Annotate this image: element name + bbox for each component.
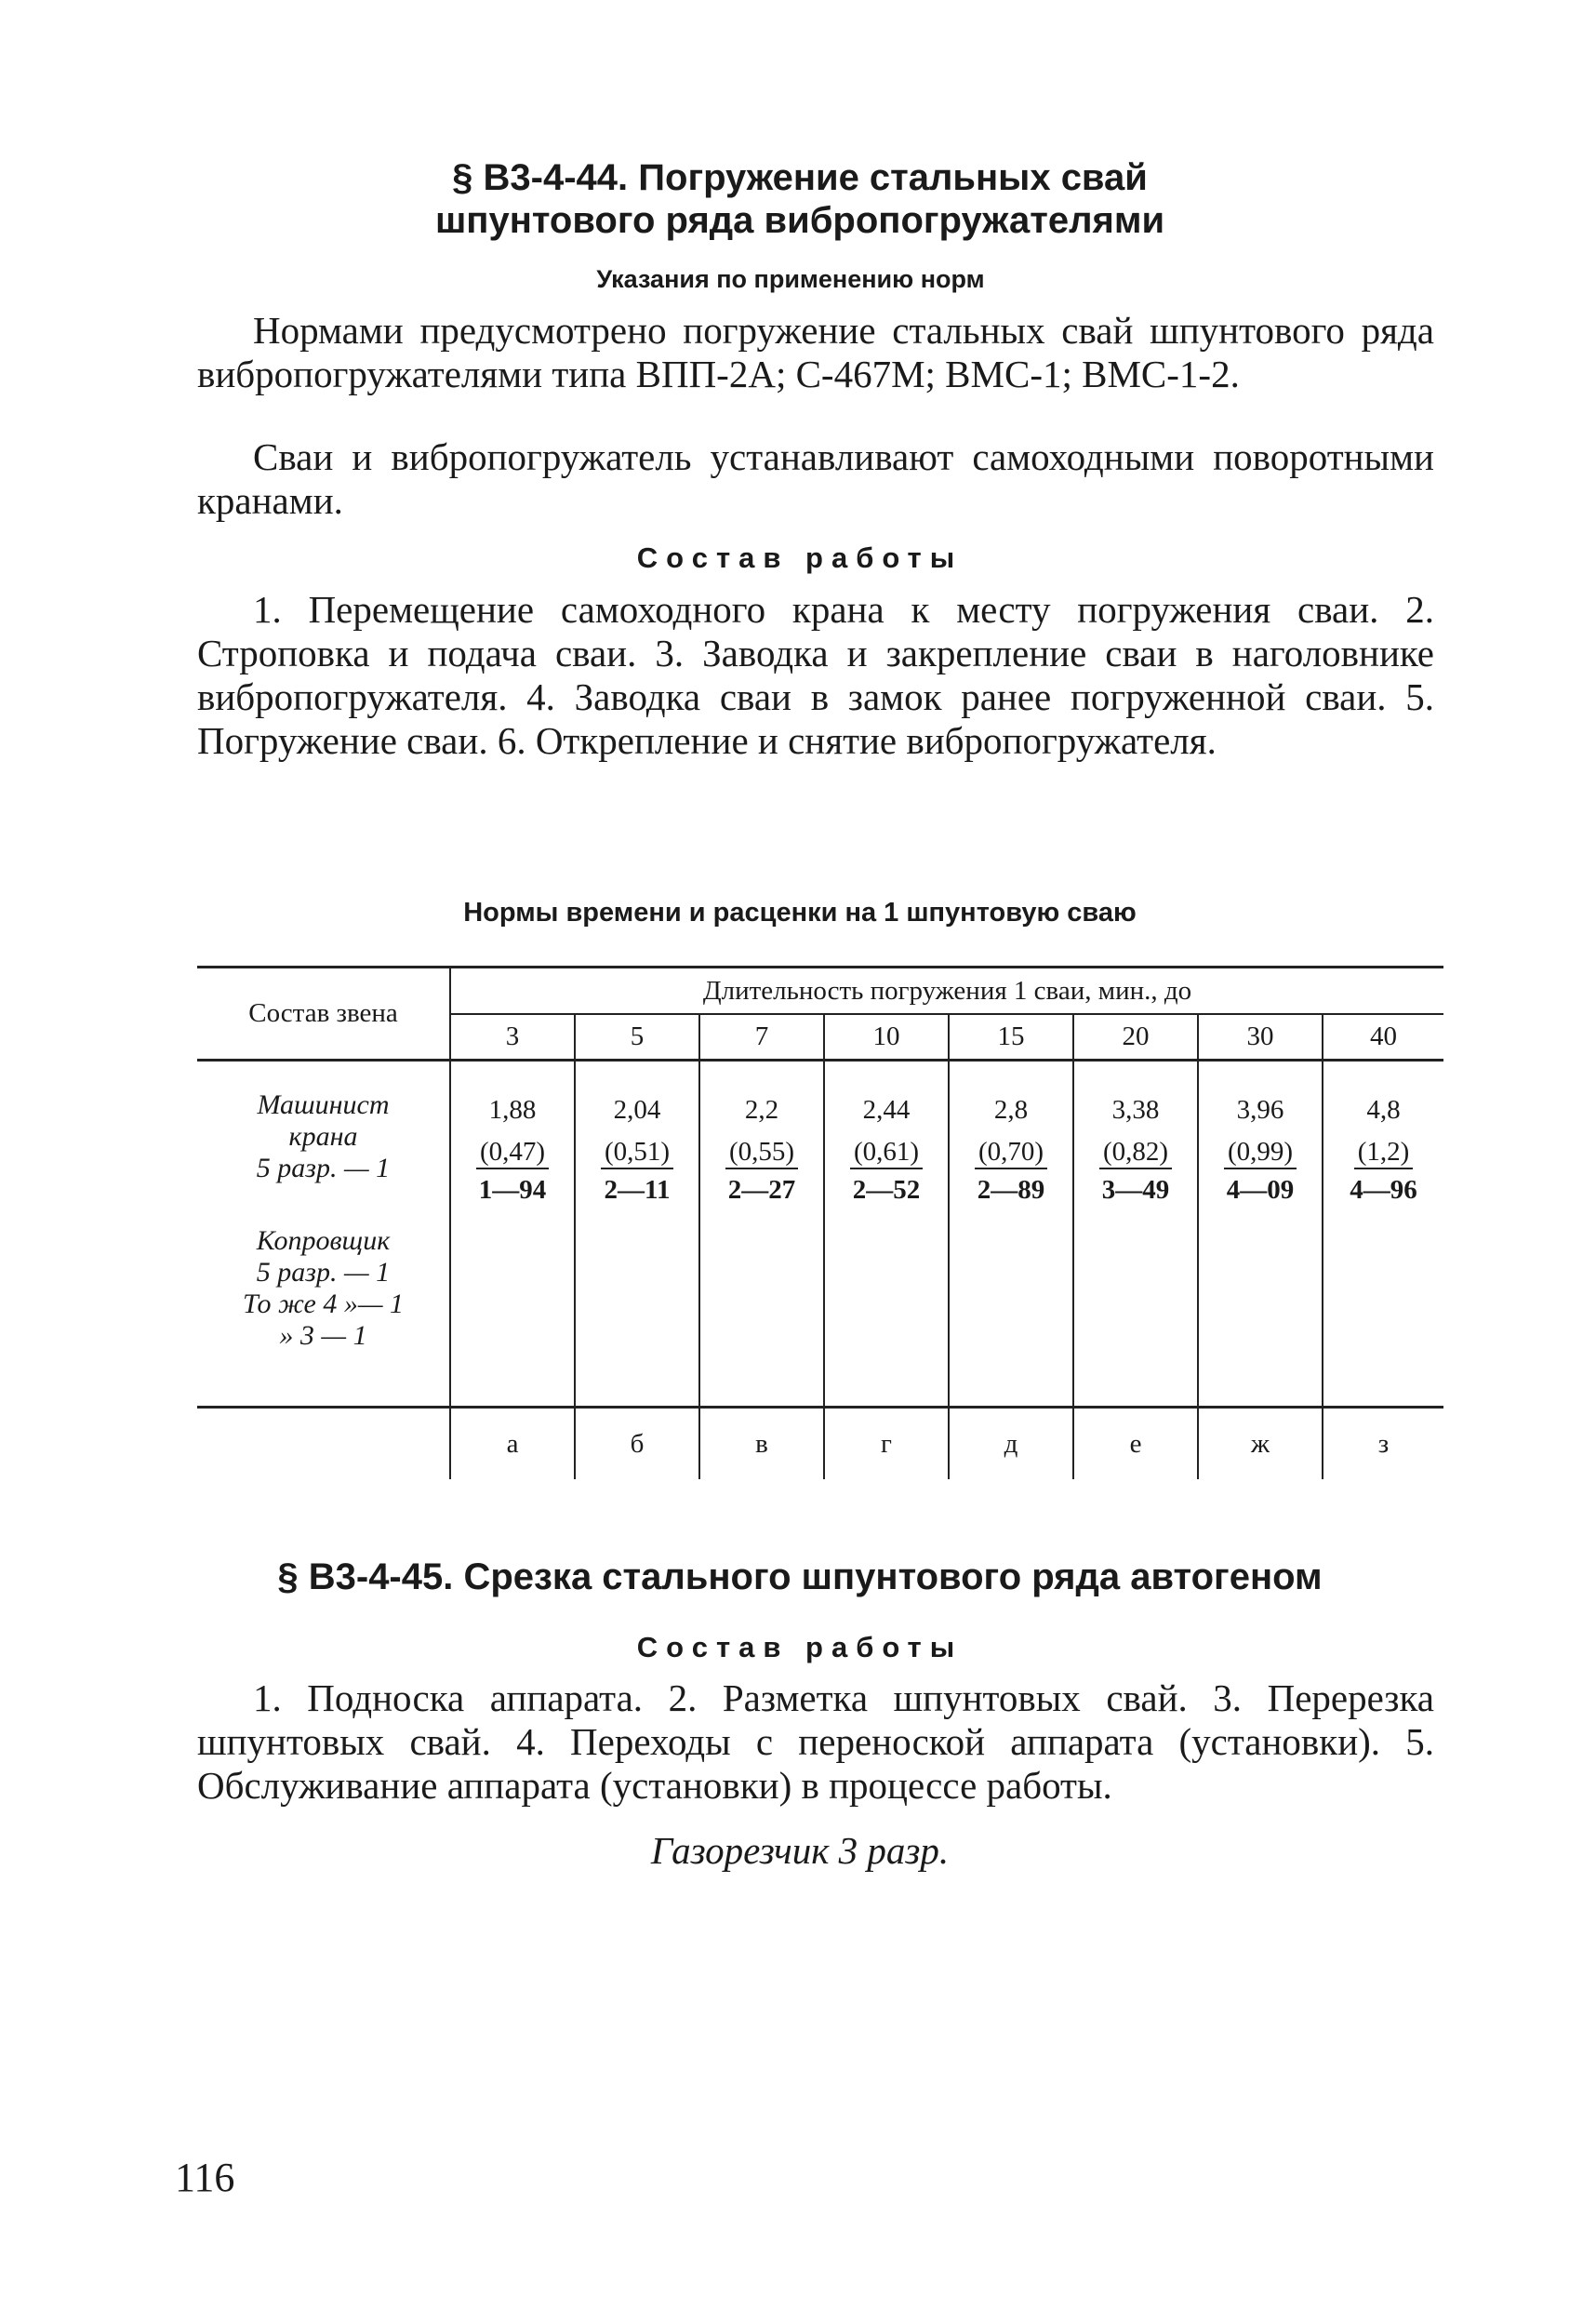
- machine-time: (0,61): [850, 1136, 923, 1169]
- machine-time: (1,2): [1354, 1136, 1414, 1169]
- time-norm: 1,88: [488, 1095, 537, 1125]
- column-header: 40: [1323, 1014, 1443, 1061]
- column-letter: ж: [1198, 1408, 1323, 1480]
- composition-heading-2: Состав работы: [636, 1631, 964, 1663]
- crew-driver-line: Копровщик: [256, 1225, 391, 1256]
- rate: 2—52: [852, 1175, 921, 1205]
- rate: 2—11: [604, 1175, 671, 1205]
- crew-driver-line: » 3 — 1: [279, 1320, 367, 1351]
- column-letter: д: [949, 1408, 1073, 1480]
- rate: 2—89: [977, 1175, 1045, 1205]
- rate: 4—09: [1226, 1175, 1295, 1205]
- value-cell: [1073, 1061, 1198, 1408]
- column-header: 10: [824, 1014, 949, 1061]
- composition-text-2: 1. Подноска аппарата. 2. Разметка шпунтовых свай. 3. Перерезка шпунтовых свай. 4. Переходы с переноской аппарата (установки). 5. Обслуживание аппарата (установки) в процессе работы.: [197, 1676, 1434, 1807]
- rate: 3—49: [1101, 1175, 1170, 1205]
- section-title-line-1: § В3-4-44. Погружение стальных свай: [452, 157, 1148, 198]
- time-norm: 3,38: [1111, 1095, 1160, 1125]
- machine-time: (0,55): [725, 1136, 798, 1169]
- machine-time: (0,70): [975, 1136, 1047, 1169]
- notes-paragraph-1: Нормами предусмотрено погружение стальных свай шпунтового ряда вибропогружателями типа ВПП-2А; С-467М; ВМС-1; ВМС-1-2.: [197, 309, 1434, 395]
- crew-driver-line: То же 4 »— 1: [242, 1289, 405, 1319]
- crew-composition-cell: [197, 1061, 450, 1408]
- section-title-2: § В3-4-45. Срезка стального шпунтового ряда автогеном: [277, 1556, 1323, 1597]
- machine-time: (0,47): [476, 1136, 549, 1169]
- time-norm: 4,8: [1366, 1095, 1401, 1125]
- composition-heading: Состав работы: [636, 541, 964, 574]
- time-norm: 2,04: [613, 1095, 661, 1125]
- machine-time: (0,99): [1224, 1136, 1297, 1169]
- rate: 4—96: [1350, 1175, 1417, 1205]
- column-letter: в: [699, 1408, 824, 1480]
- rate: 2—27: [727, 1175, 796, 1205]
- value-cell: [949, 1061, 1073, 1408]
- value-cell: [699, 1061, 824, 1408]
- column-header: 20: [1073, 1014, 1198, 1061]
- letter-row-label: [197, 1408, 450, 1480]
- notes-heading: Указания по применению норм: [596, 265, 985, 293]
- machine-time: (0,51): [601, 1136, 673, 1169]
- column-letter: а: [450, 1408, 575, 1480]
- value-cell: [824, 1061, 949, 1408]
- machine-time: (0,82): [1099, 1136, 1172, 1169]
- column-header: 7: [699, 1014, 824, 1061]
- table-row: [197, 1061, 1443, 1408]
- section-title-line-2: шпунтового ряда вибропогружателями: [434, 200, 1165, 241]
- rate: 1—94: [478, 1175, 547, 1205]
- value-cell: [1198, 1061, 1323, 1408]
- crew-operator-line: 5 разр. — 1: [256, 1153, 391, 1183]
- value-cell: [575, 1061, 699, 1408]
- column-letter: е: [1073, 1408, 1198, 1480]
- staff-header: Состав звена: [197, 968, 450, 1061]
- column-header: 3: [450, 1014, 575, 1061]
- time-norm: 2,2: [744, 1095, 779, 1125]
- table-header-row: [197, 968, 1443, 1015]
- column-header: 15: [949, 1014, 1073, 1061]
- column-header: 5: [575, 1014, 699, 1061]
- time-norm: 2,8: [993, 1095, 1029, 1125]
- value-cell: [450, 1061, 575, 1408]
- column-header: 30: [1198, 1014, 1323, 1061]
- worker-line: Газорезчик 3 разр.: [650, 1829, 950, 1872]
- table-letter-row: [197, 1408, 1443, 1480]
- time-norm: 2,44: [862, 1095, 911, 1125]
- composition-text: 1. Перемещение самоходного крана к месту погружения сваи. 2. Строповка и подача сваи. 3. Заводка и закрепление сваи в наголовнике вибропогружателя. 4. Заводка сваи в замок ранее погруженной сваи. 5. Погружение сваи. 6. Открепление и снятие вибропогружателя.: [197, 588, 1434, 762]
- page-number: 116: [175, 2155, 235, 2200]
- column-letter: з: [1323, 1408, 1443, 1480]
- crew-operator-line: Машинист: [257, 1089, 390, 1120]
- crew-driver-line: 5 разр. — 1: [256, 1257, 391, 1288]
- value-cell: [1323, 1061, 1443, 1408]
- section-title: [326, 156, 1274, 242]
- column-letter: г: [824, 1408, 949, 1480]
- column-letter: б: [575, 1408, 699, 1480]
- table-title: Нормы времени и расценки на 1 шпунтовую сваю: [463, 898, 1137, 928]
- notes-paragraph-2: Сваи и вибропогружатель устанавливают самоходными поворотными кранами.: [197, 435, 1434, 522]
- duration-header: Длительность погружения 1 сваи, мин., до: [450, 968, 1443, 1015]
- crew-operator-line: крана: [288, 1121, 358, 1152]
- time-norm: 3,96: [1236, 1095, 1284, 1125]
- norms-table: [197, 966, 1443, 1479]
